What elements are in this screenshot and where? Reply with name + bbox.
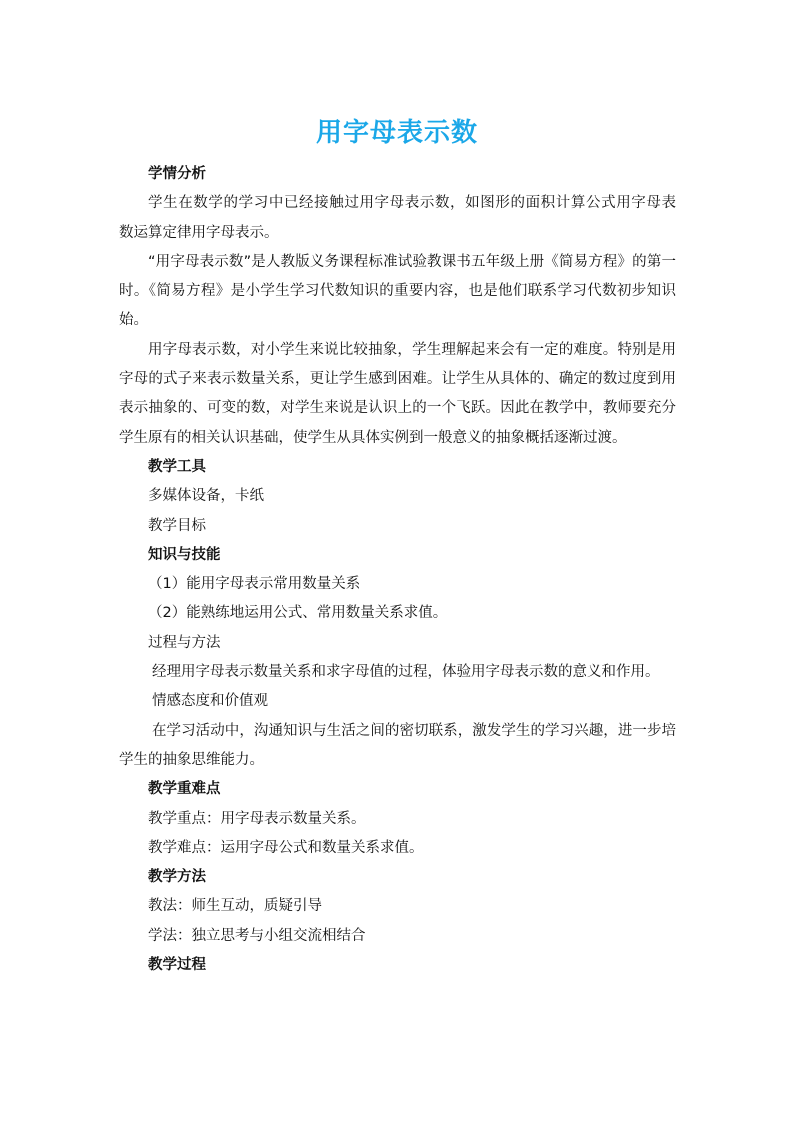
paragraph-line: 在学习活动中，沟通知识与生活之间的密切联系，激发学生的学习兴趣，进一步培	[152, 722, 676, 739]
section-heading-goals: 教学目标	[148, 517, 206, 534]
page-title: 用字母表示数	[315, 118, 478, 148]
knowledge-item-1: （1）能用字母表示常用数量关系	[148, 576, 361, 593]
paragraph-line: 用字母表示数，对小学生来说比较抽象，学生理解起来会有一定的难度。特别是用	[148, 341, 676, 358]
section-heading-methods: 教学方法	[148, 869, 206, 886]
section-heading-process: 教学过程	[148, 957, 206, 974]
paragraph-line: 数运算定律用字母表示。	[119, 224, 279, 241]
process-text: 经理用字母表示数量关系和求字母值的过程，体验用字母表示数的意义和作用。	[152, 664, 660, 681]
paragraph-line: 始。	[119, 312, 148, 329]
knowledge-item-2: （2）能熟练地运用公式、常用数量关系求值。	[148, 605, 448, 622]
paragraph-line: 学生的抽象思维能力。	[119, 751, 264, 768]
subheading-process: 过程与方法	[148, 634, 221, 651]
section-heading-key-points: 教学重难点	[148, 781, 221, 798]
subheading-emotion: 情感态度和价值观	[152, 693, 268, 710]
paragraph-line: 字母的式子来表示数量关系，更让学生感到困难。让学生从具体的、确定的数过度到用	[119, 371, 676, 388]
teach-method-text: 教法：师生互动，质疑引导	[148, 898, 322, 915]
paragraph-line: 时。《简易方程》是小学生学习代数知识的重要内容，也是他们联系学习代数初步知识	[119, 283, 676, 300]
paragraph-line: “用字母表示数”是人教版义务课程标准试验教课书五年级上册《简易方程》的第一	[148, 253, 676, 270]
section-heading-situation: 学情分析	[148, 166, 206, 182]
document-body	[119, 160, 676, 980]
paragraph-line: 学生在数学的学习中已经接触过用字母表示数，如图形的面积计算公式用字母表	[148, 195, 676, 212]
tools-text: 多媒体设备，卡纸	[148, 488, 264, 505]
subheading-knowledge: 知识与技能	[148, 546, 221, 563]
key-point-text: 教学重点：用字母表示数量关系。	[148, 810, 366, 827]
difficult-point-text: 教学难点：运用字母公式和数量关系求值。	[148, 839, 424, 856]
section-heading-tools: 教学工具	[148, 458, 206, 475]
paragraph-line: 表示抽象的、可变的数，对学生来说是认识上的一个飞跃。因此在教学中，教师要充分	[119, 400, 676, 417]
paragraph-line: 学生原有的相关认识基础，使学生从具体实例到一般意义的抽象概括逐渐过渡。	[119, 429, 627, 446]
learn-method-text: 学法：独立思考与小组交流相结合	[148, 927, 366, 944]
